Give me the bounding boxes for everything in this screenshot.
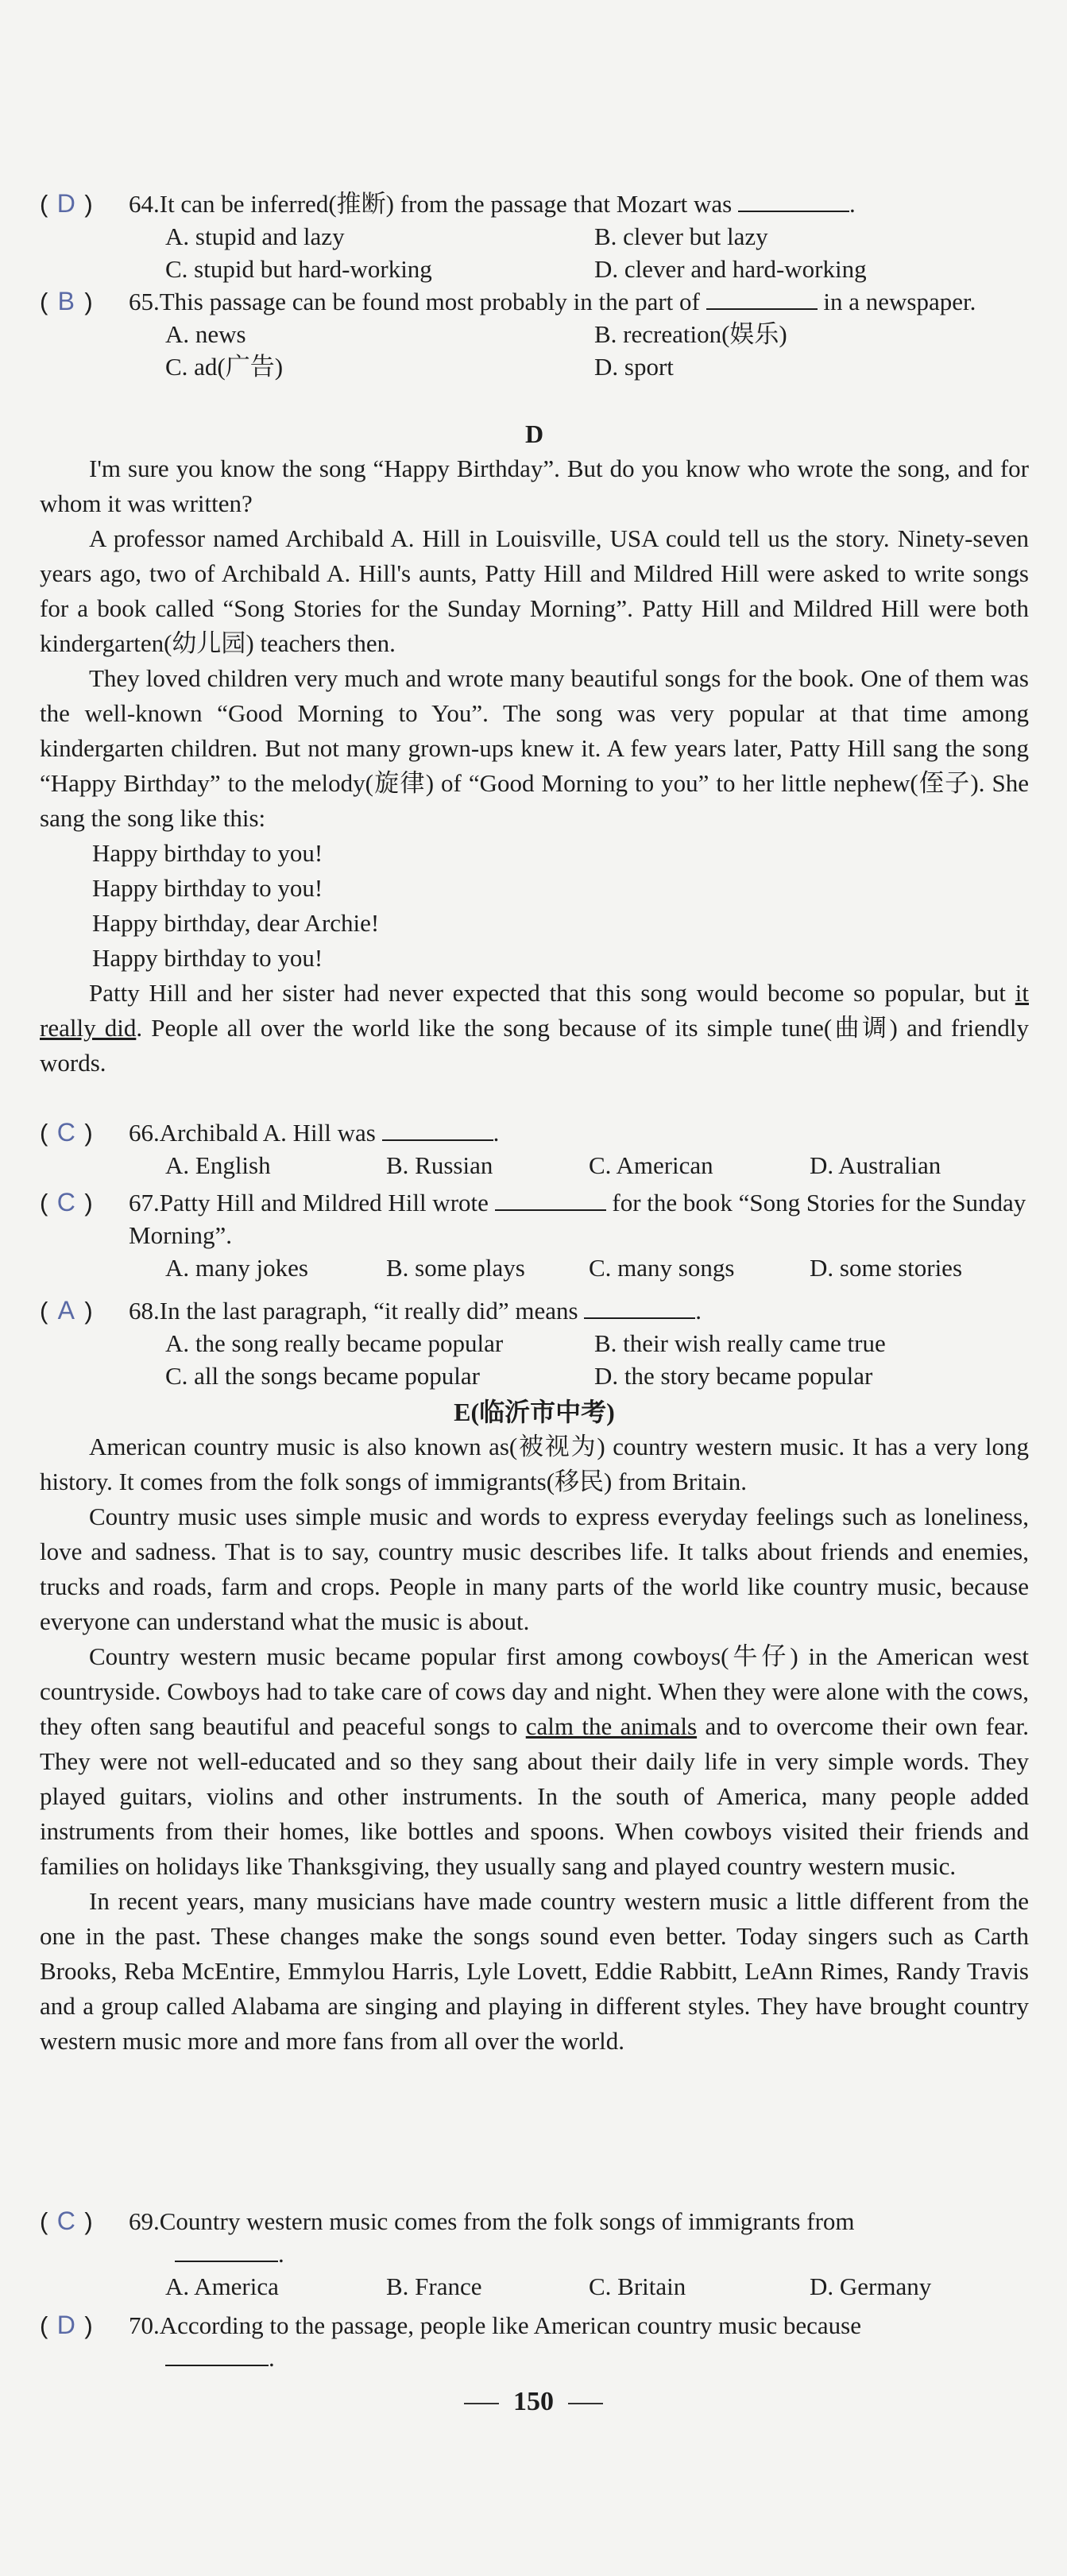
- option-d: D. the story became popular: [594, 1362, 873, 1390]
- question-stem: This passage can be found most probably in the part of: [159, 288, 700, 315]
- footer-dash: [568, 2403, 603, 2404]
- option-c: C. many songs: [589, 1254, 735, 1282]
- options: [165, 318, 1029, 383]
- option-d: D. clever and hard-working: [594, 255, 867, 283]
- handwritten-answer: B: [57, 287, 75, 315]
- option-d: D. sport: [594, 353, 674, 381]
- question-67: ( C ) 67.Patty Hill and Mildred Hill wrote for the book “Song Stories for the Sunday Morning”. A. many jokes B. some plays C. many songs D. some stories: [40, 1186, 1029, 1284]
- paragraph: In recent years, many musicians have made country western music a little different from the one in the past. These changes make the songs sound even better. Today singers such as Carth Brooks, Reba McEntire, Emmylou Harris, Lyle Lovett, Eddie Rabbitt, LeAnn Rimes, Randy Travis and a group called Alabama are singing and playing in different styles. They have brought country western music more and more fans from all over the world.: [40, 1887, 1029, 2055]
- option-c: C. ad(广告): [165, 353, 284, 381]
- option-b: B. recreation(娱乐): [594, 320, 787, 348]
- paragraph: Patty Hill and her sister had never expected that this song would become so popular, but it really did. People all over the world like the song because of its simple tune(曲调) and friendly words.: [40, 979, 1029, 1077]
- answer-slot: ( A ): [40, 1294, 127, 1327]
- section-e: [40, 1394, 1029, 2059]
- option-a: A. stupid and lazy: [165, 222, 345, 250]
- section-d: [40, 416, 1029, 1081]
- underlined-phrase: it really did: [40, 979, 1029, 1042]
- question-stem: Country western music comes from the folk songs of immigrants from: [159, 2207, 855, 2235]
- question-69: ( C ) 69.Country western music comes from the folk songs of immigrants from . A. America B. France C. Britain D. Germany: [40, 2205, 1029, 2303]
- answer-slot: ( C ): [40, 1116, 127, 1149]
- option-b: B. their wish really came true: [594, 1329, 886, 1357]
- question-70: ( D ) 70.According to the passage, people like American country music because .: [40, 2311, 861, 2372]
- options: [165, 1251, 1029, 1284]
- answer-slot: ( C ): [40, 2205, 127, 2238]
- option-a: A. America: [165, 2272, 279, 2300]
- handwritten-answer: A: [57, 1296, 75, 1325]
- song-lyrics: [40, 836, 1029, 976]
- answer-slot: ( D ): [40, 2309, 127, 2342]
- question-stem: In the last paragraph, “it really did” means: [159, 1297, 578, 1325]
- paragraph: Country music uses simple music and words to express everyday feelings such as loneliness, love and sadness. That is to say, country music describes life. It talks about friends and enemies, trucks and roads, farm and crops. People in many parts of the world like country music, because everyone can understand what the music is about.: [40, 1503, 1029, 1635]
- paragraph: A professor named Archibald A. Hill in Louisville, USA could tell us the story. Ninety-seven years ago, two of Archibald A. Hill's aunts, Patty Hill and Mildred Hill were asked to write songs for a book called “Song Stories for the Sunday Morning”. Patty Hill and Mildred Hill were both kindergarten(幼儿园) teachers then.: [40, 524, 1029, 657]
- paragraph: They loved children very much and wrote many beautiful songs for the book. One of them was the well-known “Good Morning to You”. The song was very popular at that time among kindergarten children. But not many grown-ups knew it. A few years later, Patty Hill sang the song “Happy Birthday” to the melody(旋律) of “Good Morning to you” to her little nephew(侄子). She sang the song like this:: [40, 664, 1029, 832]
- answer-blank: [175, 2240, 278, 2262]
- option-a: A. English: [165, 1151, 271, 1179]
- handwritten-answer: C: [56, 1118, 75, 1147]
- question-stem: According to the passage, people like American country music because: [159, 2311, 861, 2339]
- answer-blank: [165, 2344, 269, 2366]
- options: [165, 2270, 1029, 2303]
- option-c: C. stupid but hard-working: [165, 255, 432, 283]
- underlined-phrase: calm the animals: [525, 1712, 698, 1740]
- options: [165, 1149, 1029, 1182]
- paragraph: Country western music became popular first among cowboys(牛仔) in the American west countryside. Cowboys had to take care of cows day and night. When they were alone with the cows, they often sang beautiful and peaceful songs to calm the animals and to overcome their own fear. They were not well-educated and so they sang about their daily life in very simple words. They played guitars, violins and other instruments. In the south of America, many people added instruments from their homes, like bottles and spoons. When cowboys visited their friends and families on holidays like Thanksgiving, they usually sang and played country western music.: [40, 1642, 1029, 1880]
- answer-blank: [706, 288, 818, 310]
- section-title: E(临沂市中考): [454, 1398, 615, 1426]
- option-b: B. clever but lazy: [594, 222, 768, 250]
- option-b: B. Russian: [386, 1151, 493, 1179]
- question-66: ( C ) 66.Archibald A. Hill was . A. English B. Russian C. American D. Australian: [40, 1116, 1029, 1182]
- answer-slot: ( B ): [40, 285, 127, 318]
- handwritten-answer: D: [56, 2311, 75, 2339]
- question-65: ( B ) 65.This passage can be found most probably in the part of in a newspaper. A. news B. recreation(娱乐) C. ad(广告) D. sport: [40, 285, 1029, 383]
- option-b: B. some plays: [386, 1254, 525, 1282]
- question-64: ( D ) 64.It can be inferred(推断) from the passage that Mozart was . A. stupid and lazy B. clever but lazy C. stupid but hard-working D. clever and hard-working: [40, 188, 1029, 285]
- answer-slot: ( C ): [40, 1186, 127, 1219]
- answer-blank: [738, 190, 849, 212]
- option-c: C. Britain: [589, 2272, 686, 2300]
- question-stem: Archibald A. Hill was: [159, 1119, 376, 1147]
- handwritten-answer: D: [56, 189, 75, 218]
- section-title: D: [524, 420, 544, 448]
- handwritten-answer: C: [56, 2207, 75, 2235]
- option-d: D. Australian: [810, 1151, 941, 1179]
- answer-blank: [382, 1119, 493, 1141]
- question-68: ( A ) 68.In the last paragraph, “it really did” means . A. the song really became popular B. their wish really came true C. all the songs became popular D. the story became popular: [40, 1294, 1029, 1392]
- handwritten-answer: C: [56, 1188, 75, 1216]
- option-b: B. France: [386, 2272, 482, 2300]
- answer-slot: ( D ): [40, 188, 127, 220]
- option-c: C. all the songs became popular: [165, 1362, 481, 1390]
- song-line: Happy birthday, dear Archie!: [92, 909, 380, 937]
- answer-blank: [584, 1297, 695, 1319]
- option-c: C. American: [589, 1151, 713, 1179]
- option-a: A. many jokes: [165, 1254, 308, 1282]
- song-line: Happy birthday to you!: [92, 839, 323, 867]
- page-number: 150: [513, 2387, 554, 2416]
- question-stem: It can be inferred(推断) from the passage that Mozart was: [159, 190, 733, 218]
- footer-dash: [464, 2403, 499, 2404]
- option-a: A. the song really became popular: [165, 1329, 504, 1357]
- page-footer: [0, 2387, 1067, 2417]
- option-a: A. news: [165, 320, 246, 348]
- song-line: Happy birthday to you!: [92, 874, 323, 902]
- song-line: Happy birthday to you!: [92, 944, 323, 972]
- question-stem: Patty Hill and Mildred Hill wrote: [159, 1189, 489, 1216]
- options: [165, 1327, 1029, 1392]
- paragraph: American country music is also known as(被视为) country western music. It has a very long history. It comes from the folk songs of immigrants(移民) from Britain.: [40, 1433, 1029, 1495]
- option-d: D. some stories: [810, 1254, 963, 1282]
- answer-blank: [495, 1189, 606, 1211]
- option-d: D. Germany: [810, 2272, 932, 2300]
- options: [165, 220, 1029, 285]
- paragraph: I'm sure you know the song “Happy Birthday”. But do you know who wrote the song, and for whom it was written?: [40, 454, 1029, 517]
